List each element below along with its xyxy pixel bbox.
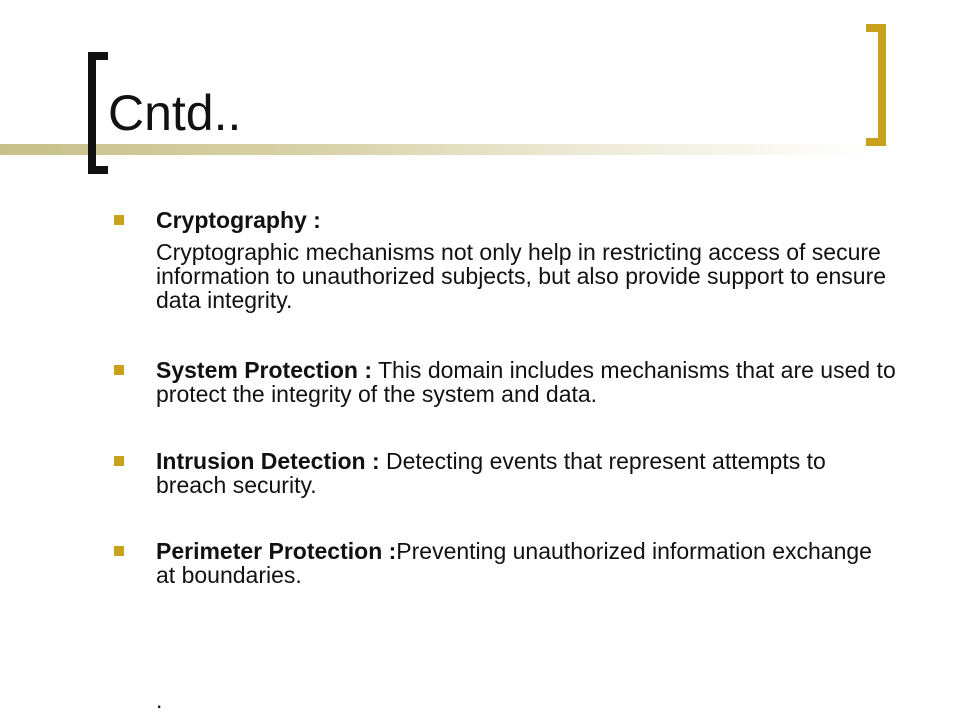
bullet-item-perimeter-protection (156, 539, 896, 587)
bullet-paragraph: Cryptographic mechanisms not only help in restricting access of secure information to unauthorized subjects, but also provide support to ensure data integrity. (156, 239, 887, 313)
bullet-item-intrusion-detection (156, 449, 896, 497)
bullet-text: This domain includes mechanisms that are used to protect the integrity of the system and data. (156, 357, 896, 407)
bullet-label: Perimeter Protection : (156, 538, 397, 564)
square-bullet-icon (114, 456, 124, 466)
trailing-text: . (156, 687, 163, 713)
left-bracket-decoration (88, 52, 108, 174)
bullet-text: Detecting events that represent attempts to breach security. (156, 448, 826, 498)
square-bullet-icon (114, 365, 124, 375)
bullet-label: System Protection : (156, 357, 372, 383)
title-underline-rule (0, 144, 870, 155)
bullet-label: Intrusion Detection : (156, 448, 380, 474)
square-bullet-icon (114, 546, 124, 556)
bullet-item-system-protection (156, 358, 896, 406)
right-bracket-decoration (866, 24, 886, 146)
bullet-label: Cryptography : (156, 207, 321, 233)
slide-title: Cntd.. (108, 85, 242, 141)
square-bullet-icon (114, 215, 124, 225)
bullet-item-cryptography (156, 208, 896, 312)
bullet-text: Preventing unauthorized information exchange at boundaries. (156, 538, 872, 588)
